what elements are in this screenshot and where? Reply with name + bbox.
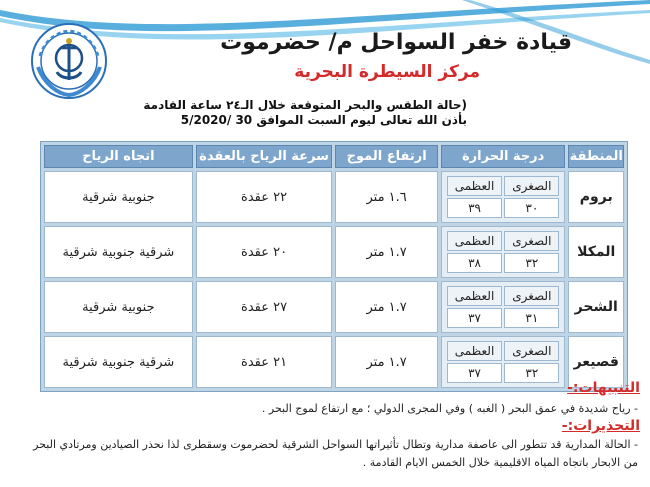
wind-speed-cell: ٢٧ عقدة bbox=[196, 281, 333, 333]
table-row bbox=[44, 226, 624, 278]
max-temp: ٣٨ bbox=[447, 253, 502, 273]
max-label: العظمى bbox=[447, 341, 502, 361]
min-label: الصغرى bbox=[504, 176, 559, 196]
max-temp: ٣٧ bbox=[447, 363, 502, 383]
max-label: العظمى bbox=[447, 231, 502, 251]
wave-cell: ١.٧ متر bbox=[335, 226, 437, 278]
min-label: الصغرى bbox=[504, 231, 559, 251]
wind-direction-cell: شرقية جنوبية شرقية bbox=[44, 226, 193, 278]
table-row bbox=[44, 281, 624, 333]
min-label: الصغرى bbox=[504, 341, 559, 361]
wave-cell: ١.٧ متر bbox=[335, 336, 437, 388]
wave-cell: ١.٧ متر bbox=[335, 281, 437, 333]
region-cell: الشحر bbox=[568, 281, 624, 333]
warnings-title: التنبيهات:- bbox=[567, 380, 640, 396]
temperature-cell bbox=[441, 171, 566, 223]
max-label: العظمى bbox=[447, 286, 502, 306]
wind-direction-cell: جنوبية شرقية bbox=[44, 171, 193, 223]
wind-direction-cell: شرقية جنوبية شرقية bbox=[44, 336, 193, 388]
table-row bbox=[44, 171, 624, 223]
max-temp: ٣٧ bbox=[447, 308, 502, 328]
header-wind-direction: اتجاه الرياح bbox=[44, 145, 193, 168]
region-cell: المكلا bbox=[568, 226, 624, 278]
min-temp: ٣٢ bbox=[504, 253, 559, 273]
forecast-note bbox=[143, 98, 467, 128]
page-subtitle: مركز السيطرة البحرية bbox=[294, 62, 480, 82]
region-cell: قصيعر bbox=[568, 336, 624, 388]
max-temp: ٣٩ bbox=[447, 198, 502, 218]
forecast-note-line1: (حالة الطقس والبحر المتوقعة خلال الـ٢٤ ساعة القادمة bbox=[143, 98, 467, 112]
table-row bbox=[44, 336, 624, 388]
header-region: المنطقة bbox=[568, 145, 624, 168]
coast-guard-logo bbox=[30, 22, 108, 100]
min-label: الصغرى bbox=[504, 286, 559, 306]
forecast-table bbox=[40, 141, 628, 392]
min-temp: ٣١ bbox=[504, 308, 559, 328]
temperature-cell bbox=[441, 281, 566, 333]
temperature-cell bbox=[441, 226, 566, 278]
cautions-text: - الحالة المدارية قد تتطور الى عاصفة مدارية وتطال تأثيراتها السواحل الشرقية لحضرموت وسقطرى لذا نحذر الصيادين ومرتادي البحر من الابحار باتجاه المياه الاقليمية خلال الخمس الايام القادمة . bbox=[33, 438, 638, 469]
temperature-cell bbox=[441, 336, 566, 388]
page-title: قيادة خفر السواحل م/ حضرموت bbox=[220, 30, 572, 55]
warnings-text: - رياح شديدة في عمق البحر ( الغبه ) وفي المجرى الدولي ؛ مع ارتفاع لموج البحر . bbox=[261, 402, 638, 415]
header-temperature: درجة الحرارة bbox=[441, 145, 566, 168]
cautions-title: التحذيرات:- bbox=[561, 418, 640, 434]
wind-speed-cell: ٢٠ عقدة bbox=[196, 226, 333, 278]
min-temp: ٣٢ bbox=[504, 363, 559, 383]
wind-speed-cell: ٢٢ عقدة bbox=[196, 171, 333, 223]
forecast-note-line2: بأذن الله تعالى ليوم السبت الموافق 30 /5/2020 bbox=[180, 113, 467, 127]
wind-direction-cell: جنوبية شرقية bbox=[44, 281, 193, 333]
table-header-row bbox=[44, 145, 624, 168]
region-cell: بروم bbox=[568, 171, 624, 223]
min-temp: ٣٠ bbox=[504, 198, 559, 218]
wind-speed-cell: ٢١ عقدة bbox=[196, 336, 333, 388]
header-wave: ارتفاع الموج bbox=[335, 145, 437, 168]
wave-cell: ١.٦ متر bbox=[335, 171, 437, 223]
header-wind-speed: سرعة الرياح بالعقدة bbox=[196, 145, 333, 168]
max-label: العظمى bbox=[447, 176, 502, 196]
